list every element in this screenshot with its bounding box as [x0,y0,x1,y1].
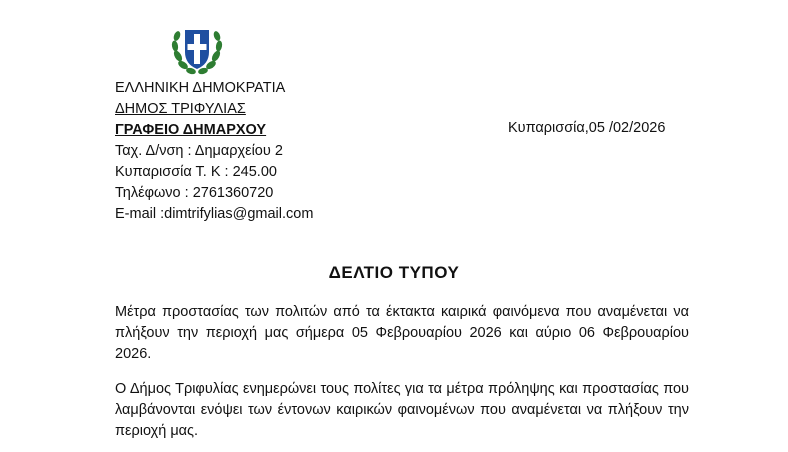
body-paragraph: Μέτρα προστασίας των πολιτών από τα έκτακτα καιρικά φαινόμενα που αναμένεται να πλήξουν την περιοχή μας σήμερα 05 Φεβρουαρίου 2026 και αύριο 06 Φεβρουαρίου 2026. [115,304,689,362]
document-title: ΔΕΛΤΙΟ ΤΥΠΟΥ [328,263,460,282]
country-name: ΕΛΛΗΝΙΚΗ ΔΗΜΟΚΡΑΤΙΑ [115,80,286,96]
office-name: ΓΡΑΦΕΙΟ ΔΗΜΑΡΧΟΥ [115,122,267,138]
body-paragraph: Ο Δήμος Τριφυλίας ενημερώνει τους πολίτες για τα μέτρα πρόληψης και προστασίας που λαμβάνονται ενόψει των έντονων καιρικών φαινομένων που αναμένεται να πλήξουν την περιοχή μας. [115,381,689,439]
postal-address: Ταχ. Δ/νση : Δημαρχείου 2 [115,143,283,159]
phone-number: Τηλέφωνο : 2761360720 [115,185,274,201]
greek-coat-of-arms-emblem [168,22,226,80]
document-date: Κυπαρισσία,05 /02/2026 [508,120,666,136]
municipality-name: ΔΗΜΟΣ ΤΡΙΦΥΛΙΑΣ [115,101,246,117]
email-address: E-mail :dimtrifylias@gmail.com [115,206,314,222]
city-postcode: Κυπαρισσία Τ. Κ : 245.00 [115,164,277,180]
sender-block [115,78,313,225]
